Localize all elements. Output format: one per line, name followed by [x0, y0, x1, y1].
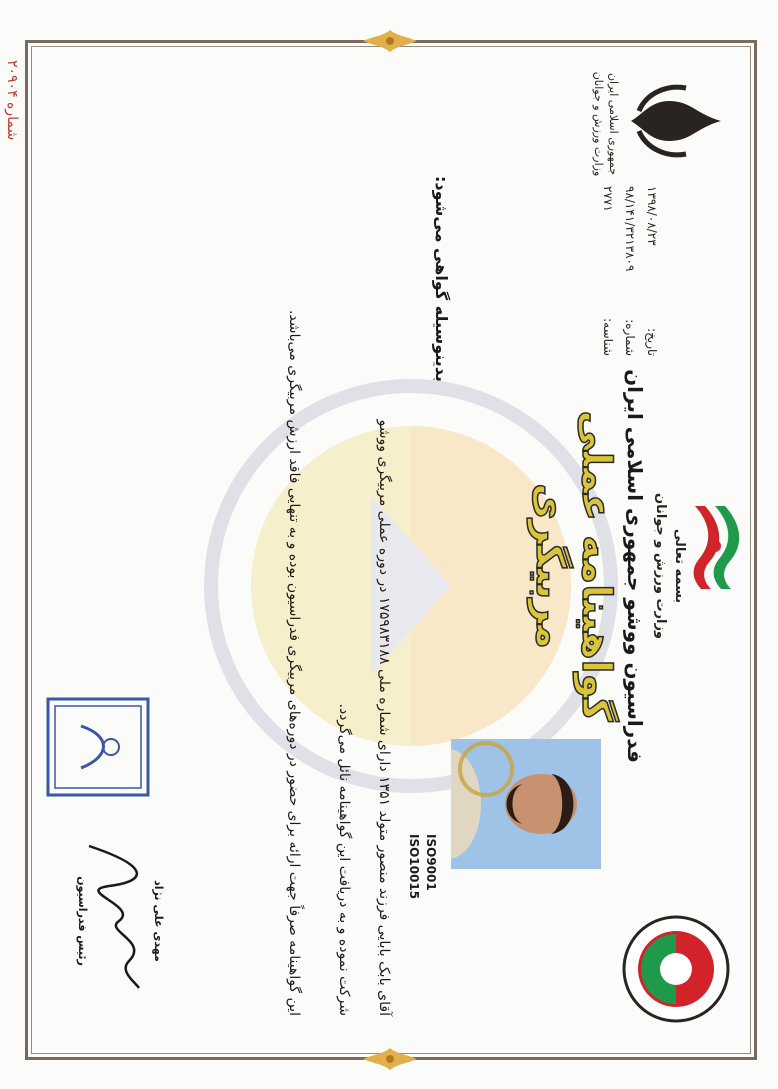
organization-line2: فدراسیون ووشو جمهوری اسلامی ایران: [623, 369, 647, 763]
wushu-federation-logo-icon: [621, 914, 731, 1024]
signer-title: رئیس فدراسیون: [76, 876, 89, 966]
iso-certifications: [405, 834, 439, 900]
person-photo-icon: [451, 739, 601, 869]
body-heading: بدینوسیله گواهی می‌شود:: [432, 176, 451, 383]
ministry-text: [591, 64, 621, 184]
iso-9001: ISO9001: [424, 834, 438, 891]
reference-date: تاریخ: ۱۳۹۸/۰۸/۲۳: [645, 186, 659, 356]
organization-line1: وزارت ورزش و جوانان: [653, 492, 668, 640]
signer-name: مهدی علی نژاد: [152, 880, 165, 962]
signer-block: [74, 806, 166, 1036]
reference-block: [597, 186, 663, 356]
certificate-title: گواهینامه عملی مربیگری: [527, 410, 619, 722]
federation-stamp-icon: [45, 696, 151, 798]
reference-number: شماره: ۹۸/۱۴۱/۳۲۱۳۸۰۹: [623, 186, 637, 356]
reference-serial: شناسه: ۲۷۷۱: [601, 186, 615, 356]
handwritten-reference: شماره ۲۰۹۰۴: [4, 60, 20, 141]
title-block: [527, 346, 691, 786]
certificate-content: [31, 46, 751, 1054]
ministry-line1: جمهوری اسلامی ایران: [607, 72, 620, 176]
iran-emblem-icon: [621, 66, 731, 176]
body-line-2: شرکت نموده و به دریافت این گواهینامه نائل می‌گردد.: [336, 703, 352, 1016]
holder-photo: [451, 739, 601, 869]
body-line-1: آقای بابک بابایی فرزند منصور متولد ۱۳۵۱ دارای شماره ملی ۱۷۵۹۸۳۱۸۸ در دوره عملی مربیگری ووشو: [376, 419, 392, 1016]
flag-ribbon-icon: [685, 501, 745, 591]
ministry-line2: وزارت ورزش و جوانان: [592, 71, 605, 177]
iso-10015: ISO10015: [407, 834, 421, 900]
bismillah-text: بسمه تعالی: [672, 528, 687, 604]
body-line-3: این گواهینامه صرفاً جهت ارائه برای حضور در دوره‌های مربیگری فدراسیون بوده و به تنهایی فاقد ارزش مربیگری می‌باشد.: [286, 309, 302, 1016]
